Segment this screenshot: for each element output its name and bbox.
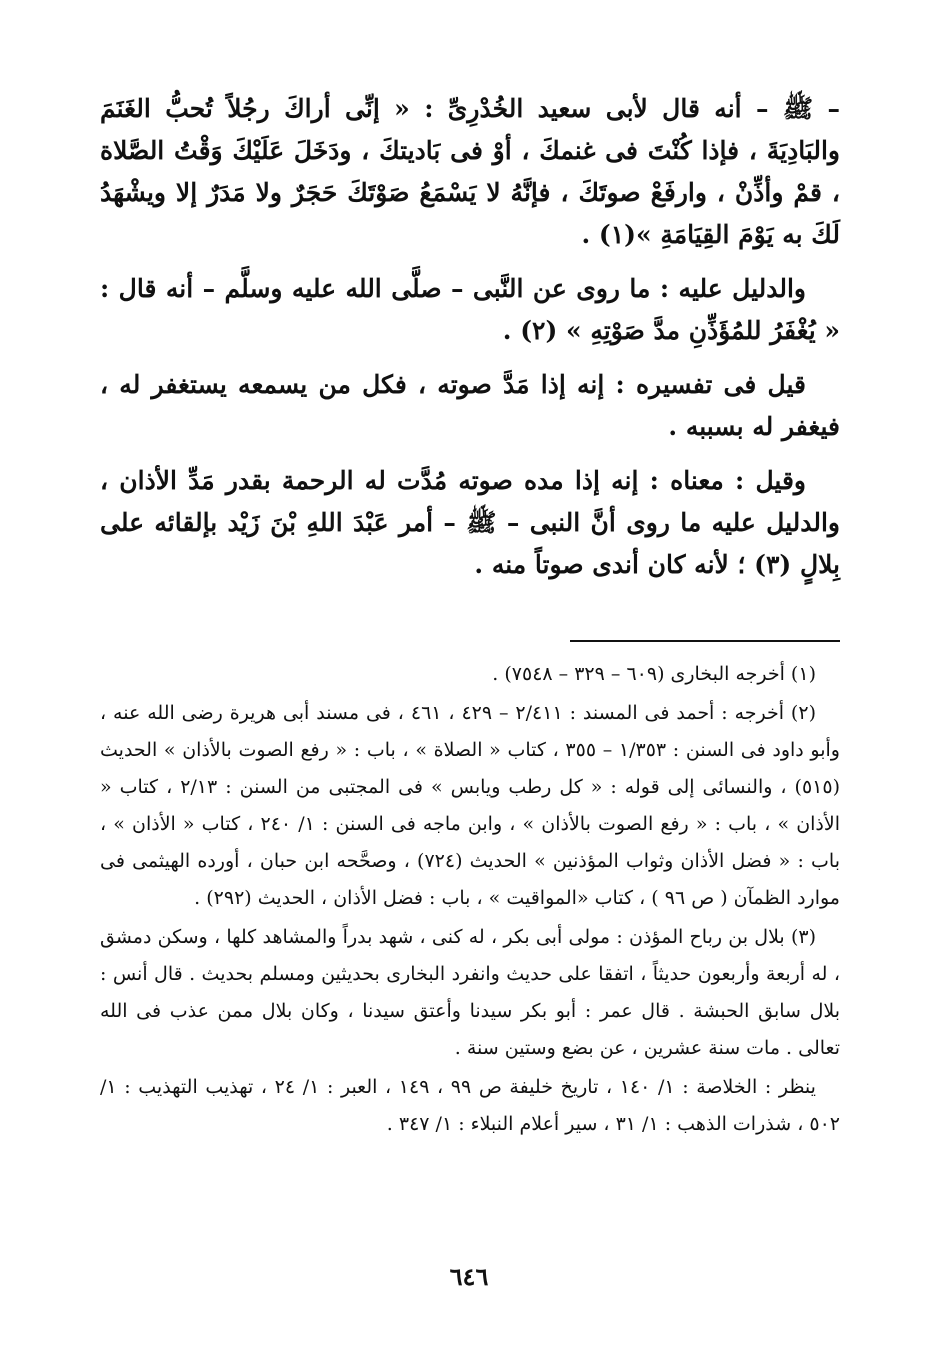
main-text [100, 88, 840, 598]
evidence-paragraph: والدليل عليه : ما روى عن النَّبى – صلَّى الله عليه وسلَّم – أنه قال : « يُغْفَرُ للمُؤَذِّنِ مدَّ صَوْتِهِ » (٢) . [100, 274, 840, 345]
footnote-3: (٣) بلال بن رباح المؤذن : مولى أبى بكر ، له كنى ، شهد بدراً والمشاهد كلها ، وسكن دمشق ، له أربعة وأربعون حديثاً ، اتفقا على حديث وانفرد البخارى بحديثين ومسلم بحديث . قال أنس : بلال سابق الحبشة . قال عمر : أبو بكر سيدنا وأعتق سيدنا ، وكان بلال ممن عذب فى الله تعالى . مات سنة عشرين ، عن بضع وستين سنة . [100, 926, 840, 1059]
page-number: ٦٤٦ [449, 1262, 489, 1291]
footnote-2: (٢) أخرجه : أحمد فى المسند : ٢/٤١١ – ٤٢٩ ، ٤٦١ ، فى مسند أبى هريرة رضى الله عنه ، وأبو داود فى السنن : ١/٣٥٣ – ٣٥٥ ، كتاب « الصلاة » ، باب : « رفع الصوت بالأذان » الحديث (٥١٥) ، والنسائى إلى قوله : « كل رطب ويابس » فى المجتبى من السنن : ٢/١٣ ، كتاب « الأذان » ، باب : « رفع الصوت بالأذان » ، وابن ماجه فى السنن : ١/ ٢٤٠ ، كتاب « الأذان » ، باب : « فضل الأذان وثواب المؤذنين » الحديث (٧٢٤) ، وصحَّحه ابن حبان ، أورده الهيثمى فى موارد الظمآن ( ص ٩٦ ) ، كتاب «المواقيت » ، باب : فضل الأذان ، الحديث (٢٩٢) . [100, 702, 840, 909]
hadith-paragraph: – ﷺ – أنه قال لأبى سعيد الخُدْرِىِّ : « إنِّى أراكَ رجُلاً تُحبُّ الغَنَمَ والبَادِيَةَ ، فإذا كُنْتَ فى غنمكَ ، أوْ فى بَاديتكَ ، ودَخَلَ عَلَيْكَ وَقْتُ الصَّلاة ، قمْ وأذِّنْ ، وارفَعْ صوتَكَ ، فإنَّهُ لا يَسْمَعُ صَوْتَكَ حَجَرٌ ولا مَدَرٌ إلا ويشْهَدُ لَكَ به يَوْمَ القِيَامَةِ »(١) . [100, 94, 840, 249]
footnote-1: (١) أخرجه البخارى (٦٠٩ – ٣٢٩ – ٧٥٤٨) . [492, 663, 816, 685]
footnotes [100, 656, 840, 1145]
interpretation-paragraph: قيل فى تفسيره : إنه إذا مَدَّ صوته ، فكل من يسمعه يستغفر له ، فيغفر له بسببه . [100, 370, 840, 441]
footnote-divider [570, 640, 840, 642]
meaning-paragraph: وقيل : معناه : إنه إذا مده صوته مُدَّت له الرحمة بقدر مَدِّ الأذان ، والدليل عليه ما روى أنَّ النبى – ﷺ – أمر عَبْدَ اللهِ بْنَ زَيْد بإلقائه على بِلالٍ (٣) ؛ لأنه كان أندى صوتاً منه . [100, 466, 840, 579]
footnote-3-references: ينظر : الخلاصة : ١/ ١٤٠ ، تاريخ خليفة ص ٩٩ ، ١٤٩ ، العبر : ١/ ٢٤ ، تهذيب التهذيب : ١/ ٥٠٢ ، شذرات الذهب : ١/ ٣١ ، سير أعلام النبلاء : ١/ ٣٤٧ . [100, 1076, 840, 1135]
